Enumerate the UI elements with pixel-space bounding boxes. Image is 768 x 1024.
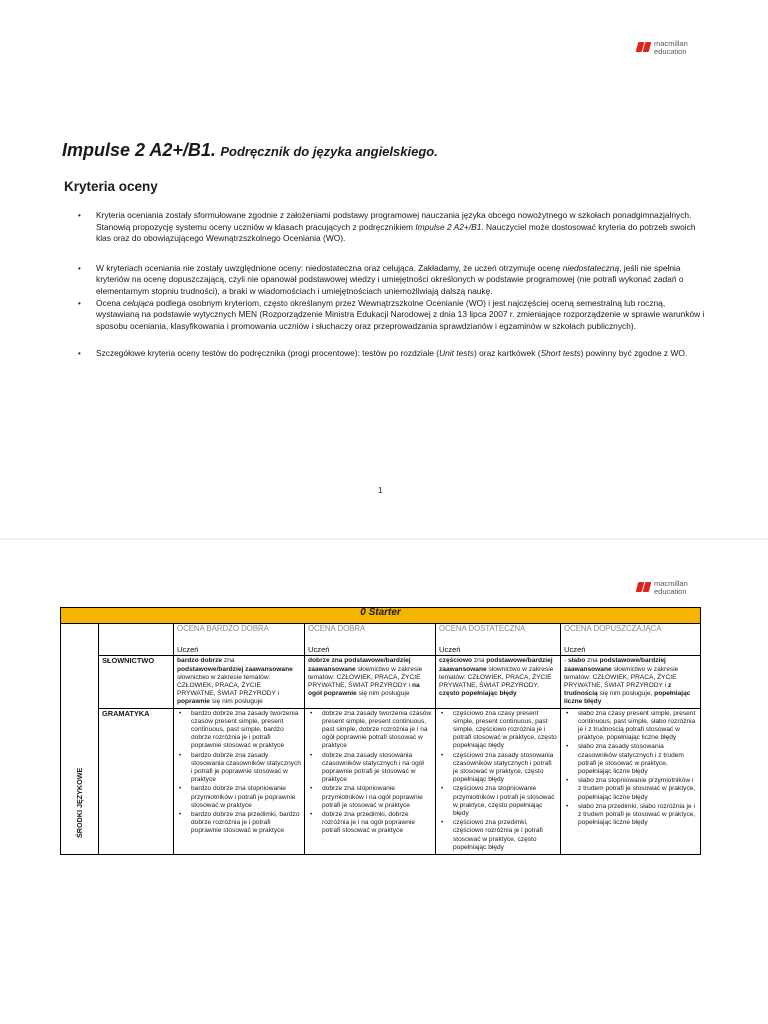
- list-item: • bardzo dobrze zna zasady tworzenia czasów present simple, present continuous, past simple, bardzo dobrze rozróżnia je i potrafi poprawnie stosować w praktyce: [187, 710, 301, 751]
- bullet-2-text: W kryteriach oceniania nie zostały uwzględnione oceny: niedostateczna oraz celująca. Zakładamy, że uczeń otrzymuje ocenę: [96, 262, 563, 273]
- criteria-list: [439, 710, 557, 852]
- list-item: • słabo zna stopniowanie przymiotników i z trudem potrafi je stosować w praktyce, popełniając liczne błędy: [574, 777, 697, 802]
- bullet-item-4: [78, 348, 706, 360]
- list-item: • bardzo dobrze zna stopniowanie przymiotników i potrafi je poprawnie stosować w praktyce: [187, 785, 301, 810]
- bullet-4-text: Szczegółowe kryteria oceny testów do podręcznika (progi procentowe): testów po rozdziale (: [96, 348, 440, 359]
- cell-text: z trudnością: [564, 682, 672, 698]
- cell-text: bardzo dobrze: [177, 657, 223, 665]
- cell-text: na ogół poprawnie: [308, 682, 420, 698]
- header-dostateczna: [436, 624, 561, 656]
- bullet-item-2: [78, 263, 706, 298]
- header-dobra: [305, 624, 436, 656]
- cell-text: zna: [585, 657, 600, 665]
- logo-text-line1: macmillan: [654, 579, 688, 588]
- uczen-label: Uczeń: [439, 645, 461, 655]
- macmillan-logo-icon: [637, 42, 651, 52]
- document-page-2: [0, 540, 768, 1024]
- category-vocabulary: SŁOWNICTWO: [99, 656, 174, 708]
- header-bardzo-dobra: [174, 624, 305, 656]
- grammar-dopuszczajaca: [561, 708, 701, 854]
- logo-text-line2: education: [654, 47, 687, 56]
- list-item: • słabo zna czasy present simple, present continuous, past simple, słabo rozróżnia je i z trudnością potrafi stosować w praktyce, popełniając liczne błędy: [574, 710, 697, 743]
- list-item: • bardzo dobrze zna przedimki, bardzo dobrze rozróżnia je i potrafi poprawnie stosować w praktyce: [187, 811, 301, 836]
- cell-text: zna: [471, 657, 487, 665]
- bullet-item-1: [78, 210, 706, 245]
- list-item: • bardzo dobrze zna zasady stosowania czasowników statycznych i potrafi je poprawnie stosować w praktyce: [187, 752, 301, 785]
- starter-label: Starter: [368, 607, 401, 618]
- vocab-dostateczna: [436, 656, 561, 708]
- bullet-1-text-end: . Nauczyciel może dostosować kryteria do potrzeb swoich klas oraz do obowiązującego Wewnątrzszkolnego Oceniania (WO).: [96, 221, 696, 244]
- page-number: 1: [378, 486, 383, 495]
- vocab-dopuszczajaca: [561, 656, 701, 708]
- cell-text: słownictwo w zakresie tematów: CZŁOWIEK, PRACA, ŻYCIE PRYWATNE, ŚWIAT PRZYRODY i: [564, 665, 679, 690]
- empty-header-cell: [99, 624, 174, 656]
- logo-text-line1: macmillan: [654, 39, 688, 48]
- cell-text: zna: [222, 657, 235, 665]
- cell-text: podstawowe/bardziej zaawansowane: [439, 657, 553, 673]
- grammar-row: [61, 708, 701, 854]
- list-item: • dobrze zna przedimki, dobrze rozróżnia je i na ogół poprawnie potrafi stosować w praktyce: [318, 811, 432, 836]
- grammar-dobra: [305, 708, 436, 854]
- level-label: OCENA DOBRA: [308, 624, 366, 633]
- uczen-label: Uczeń: [308, 645, 330, 655]
- cell-text: często popełniając błędy: [439, 690, 517, 698]
- vocab-dobra: [305, 656, 436, 708]
- section-heading: Kryteria oceny: [64, 179, 158, 194]
- cell-text: słownictwo w zakresie tematów: CZŁOWIEK, PRACA, ŻYCIE PRYWATNE, ŚWIAT PRZYRODY i: [308, 665, 423, 690]
- category-grammar: GRAMATYKA: [99, 708, 174, 854]
- level-label: OCENA DOPUSZCZAJĄCA: [564, 624, 662, 633]
- bullet-4-italic-2: Short tests: [540, 348, 581, 359]
- cell-text: się nim posługuje: [356, 690, 410, 698]
- bullet-3-italic: celująca: [123, 297, 154, 308]
- starter-header-row: [61, 608, 701, 624]
- cell-text: podstawowe/bardziej zaawansowane: [177, 665, 293, 673]
- grammar-dostateczna: [436, 708, 561, 854]
- bullet-item-3: [78, 298, 706, 333]
- bullet-2-italic: niedostateczną: [562, 262, 620, 273]
- list-item: • częściowo zna zasady stosowania czasowników statycznych i potrafi je stosować w praktyce, często popełniając błędy: [449, 752, 557, 785]
- cell-text: słabo: [568, 657, 586, 665]
- cell-text: podstawowe/bardziej zaawansowane: [564, 657, 666, 673]
- macmillan-logo: [637, 580, 688, 596]
- bullet-4-text-mid: ) oraz kartkówek (: [474, 348, 541, 359]
- side-category-cell: [61, 624, 99, 855]
- title-subtitle: Podręcznik do języka angielskiego.: [220, 144, 438, 159]
- list-item: • częściowo zna przedimki, częściowo rozróżnia je i potrafi stosować w praktyce, często popełniając błędy: [449, 819, 557, 852]
- uczen-label: Uczeń: [177, 645, 199, 655]
- criteria-list: [308, 710, 432, 836]
- starter-header: [61, 608, 701, 624]
- starter-number: 0: [360, 607, 369, 618]
- bullet-1-italic: Impulse 2 A2+/B1: [415, 221, 482, 232]
- list-item: • dobrze zna zasady stosowania czasowników statycznych i na ogół poprawnie potrafi je stosować w praktyce: [318, 752, 432, 785]
- list-item: • słabo zna zasady stosowania czasowników statycznych i z trudem potrafi je stosować w praktyce, popełniając liczne błędy: [574, 743, 697, 776]
- cell-text: częściowo: [439, 657, 472, 665]
- criteria-bullet-list: [78, 210, 706, 360]
- cell-text: słownictwo w zakresie tematów: CZŁOWIEK, PRACA, ŻYCIE PRYWATNE, ŚWIAT PRZYRODY,: [439, 665, 554, 690]
- grammar-bardzo-dobra: [174, 708, 305, 854]
- level-header-row: [61, 624, 701, 656]
- criteria-list: [564, 710, 697, 828]
- cell-text: się nim posługuje: [209, 698, 263, 706]
- cell-text: -: [564, 657, 569, 665]
- header-dopuszczajaca: [561, 624, 701, 656]
- cell-text: się nim posługuje,: [597, 690, 655, 698]
- list-item: • dobrze zna zasady tworzenia czasów present simple, present continuous, past simple, dobrze rozróżnia je i na ogół poprawnie potrafi stosować w praktyce: [318, 710, 432, 751]
- list-item: • częściowo zna stopniowanie przymiotników i potrafi je stosować w praktyce, często popełniając błędy: [449, 785, 557, 818]
- side-category-label: ŚRODKI JĘZYKOWE: [74, 767, 84, 838]
- macmillan-logo: [637, 40, 688, 56]
- macmillan-logo-icon: [637, 582, 651, 592]
- bullet-4-italic-1: Unit tests: [439, 348, 474, 359]
- uczen-label: Uczeń: [564, 645, 586, 655]
- logo-text-line2: education: [654, 587, 687, 596]
- list-item: • częściowo zna czasy present simple, present continuous, past simple, częściowo rozróżnia je i potrafi stosować w praktyce, często popełniając błędy: [449, 710, 557, 751]
- document-title: [62, 140, 438, 161]
- cell-text: popełniając liczne błędy: [564, 690, 691, 706]
- level-label: OCENA DOSTATECZNA: [439, 624, 526, 633]
- cell-text: słownictwo w zakresie tematów: CZŁOWIEK, PRACA, ŻYCIE PRYWATNE, ŚWIAT PRZYRODY i: [177, 673, 280, 698]
- bullet-3-text-end: podlega osobnym kryteriom, często określanym przez Wewnątrzszkolne Ocenianie (WO) i jest najczęściej oceną semestralną lub roczną, wystawianą na podstawie wytycznych MEN (Rozporządzenie Ministra Edukacji Narodowej z dnia 13 lipca 2007 r. zmieniające rozporządzenie w sprawie warunków i sposobu oceniania, klasyfikowania i promowania uczniów i słuchaczy oraz przeprowadzania sprawdzianów i egzaminów w szkołach publicznych).: [96, 297, 705, 331]
- bullet-2-text-end: , jeśli nie spełnia kryteriów na ocenę dopuszczającą, czyli nie opanował podstawowej wiedzy i umiejętności określonych w podstawie programowej (nie potrafi wykonać zadań o elementarnym stopniu trudności), a braki w wiadomościach i umiejętnościach uniemożliwiają dalszą naukę.: [96, 262, 684, 296]
- title-main: Impulse 2 A2+/B1.: [62, 140, 216, 160]
- cell-text: dobrze zna podstawowe/bardziej zaawansowane: [308, 657, 411, 673]
- vocab-bardzo-dobra: [174, 656, 305, 708]
- criteria-list: [177, 710, 301, 836]
- criteria-table: [60, 607, 701, 855]
- list-item: • dobrze zna stopniowanie przymiotników i na ogół poprawnie potrafi je stosować w praktyce: [318, 785, 432, 810]
- bullet-3-text: Ocena: [96, 297, 124, 308]
- bullet-4-text-end: ) powinny być zgodne z WO.: [580, 348, 688, 359]
- bullet-1-text: Kryteria oceniania zostały sformułowane zgodnie z założeniami podstawy programowej nauczania języka obcego nowożytnego w szkołach ponadgimnazjalnych. Stanowią propozycję systemu oceny uczniów w klasach pracujących z podręcznikiem: [96, 210, 692, 232]
- cell-text: poprawnie: [177, 698, 210, 706]
- level-label: OCENA BARDZO DOBRA: [177, 624, 269, 633]
- vocabulary-row: [61, 656, 701, 708]
- list-item: • słabo zna przedimki, słabo rozróżnia je i z trudem potrafi je stosować w praktyce, popełniając liczne błędy: [574, 803, 697, 828]
